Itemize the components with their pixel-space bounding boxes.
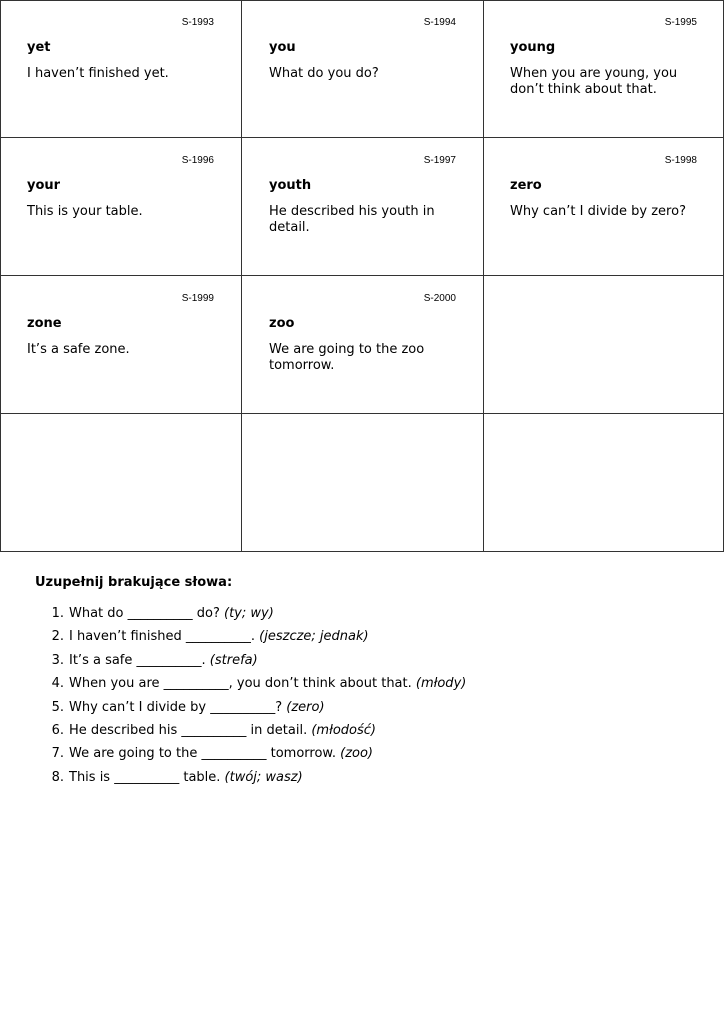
card-code: S-1996 bbox=[181, 155, 214, 166]
item-text: When you are __________, you don’t think about that. bbox=[69, 676, 412, 692]
card-word: you bbox=[269, 40, 296, 55]
item-text: I haven’t finished __________. bbox=[69, 629, 256, 645]
card-word: zoo bbox=[269, 316, 295, 331]
flashcard bbox=[242, 276, 483, 413]
grid-line bbox=[0, 551, 724, 552]
empty-card bbox=[242, 414, 483, 551]
card-sentence: I haven’t finished yet. bbox=[27, 66, 169, 81]
flashcard bbox=[0, 138, 241, 275]
card-word: yet bbox=[27, 40, 51, 55]
card-sentence: He described his youth in detail. bbox=[269, 204, 435, 235]
item-hint: (młody) bbox=[415, 676, 467, 692]
card-code: S-2000 bbox=[423, 293, 456, 304]
item-number: 5. bbox=[51, 699, 64, 715]
card-sentence: When you are young, you don’t think about that. bbox=[510, 66, 678, 97]
empty-card bbox=[484, 414, 724, 551]
exercise-item bbox=[40, 606, 466, 629]
item-number: 8. bbox=[51, 769, 64, 785]
item-text: It’s a safe __________. bbox=[69, 652, 206, 668]
empty-card bbox=[0, 414, 241, 551]
flashcard bbox=[242, 0, 483, 137]
card-sentence: What do you do? bbox=[269, 66, 379, 81]
card-code: S-1993 bbox=[181, 17, 214, 28]
flashcard bbox=[484, 0, 724, 137]
exercise-item bbox=[40, 770, 466, 793]
card-code: S-1995 bbox=[664, 17, 697, 28]
item-hint: (ty; wy) bbox=[224, 606, 274, 621]
card-sentence: This is your table. bbox=[27, 204, 143, 219]
card-sentence: We are going to the zoo tomorrow. bbox=[269, 342, 425, 373]
card-word: young bbox=[510, 40, 556, 55]
item-number: 6. bbox=[51, 722, 64, 738]
card-code: S-1999 bbox=[181, 293, 214, 304]
card-word: your bbox=[27, 178, 61, 193]
card-word: zero bbox=[510, 178, 542, 193]
exercise-item bbox=[40, 629, 466, 652]
item-hint: (zoo) bbox=[340, 746, 373, 762]
item-hint: (młodość) bbox=[311, 722, 376, 738]
item-text: This is __________ table. bbox=[69, 769, 221, 785]
flashcard bbox=[242, 138, 483, 275]
flashcard bbox=[0, 276, 241, 413]
item-text: We are going to the __________ tomorrow. bbox=[69, 746, 336, 762]
item-number: 3. bbox=[51, 652, 64, 668]
exercise-item bbox=[40, 700, 466, 723]
item-number: 2. bbox=[51, 629, 64, 645]
item-hint: (strefa) bbox=[209, 652, 258, 668]
exercise-title: Uzupełnij brakujące słowa: bbox=[35, 575, 233, 590]
item-number: 4. bbox=[51, 676, 64, 692]
flashcard bbox=[484, 138, 724, 275]
item-number: 1. bbox=[51, 606, 64, 621]
card-code: S-1998 bbox=[664, 155, 697, 166]
item-text: What do __________ do? bbox=[69, 606, 220, 621]
exercise-item bbox=[40, 653, 466, 676]
item-text: Why can’t I divide by __________? bbox=[69, 699, 283, 715]
card-code: S-1997 bbox=[423, 155, 456, 166]
flashcard bbox=[0, 0, 241, 137]
exercise-item bbox=[40, 723, 466, 746]
card-word: youth bbox=[269, 178, 312, 193]
empty-card bbox=[484, 276, 724, 413]
item-text: He described his __________ in detail. bbox=[69, 722, 308, 738]
card-word: zone bbox=[27, 316, 62, 331]
card-sentence: It’s a safe zone. bbox=[27, 342, 130, 357]
card-code: S-1994 bbox=[423, 17, 456, 28]
item-hint: (zero) bbox=[286, 699, 325, 715]
card-sentence: Why can’t I divide by zero? bbox=[510, 204, 686, 219]
item-hint: (jeszcze; jednak) bbox=[259, 629, 369, 645]
exercise-item bbox=[40, 676, 466, 699]
exercise-list bbox=[40, 606, 466, 793]
exercise-item bbox=[40, 746, 466, 769]
item-number: 7. bbox=[51, 746, 64, 762]
item-hint: (twój; wasz) bbox=[224, 769, 303, 785]
